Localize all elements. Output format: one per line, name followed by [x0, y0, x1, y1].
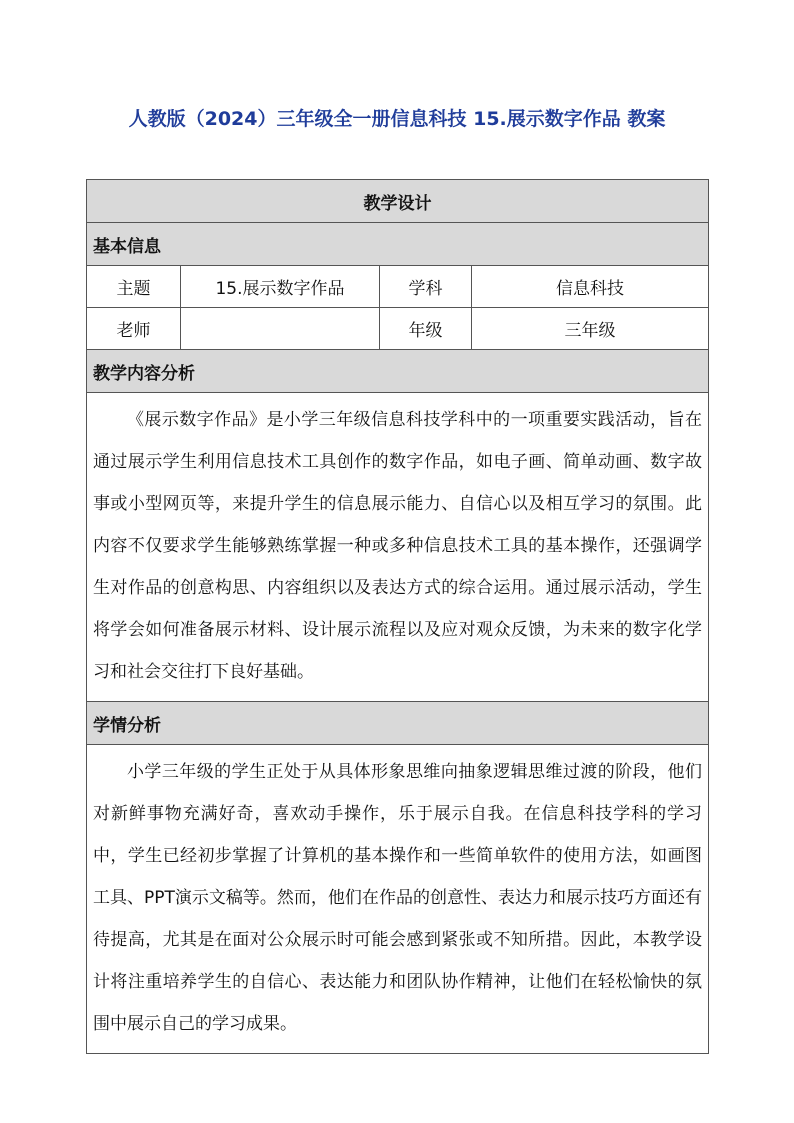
value-subject: 信息科技: [472, 266, 709, 308]
content-analysis-text: 《展示数字作品》是小学三年级信息科技学科中的一项重要实践活动，旨在通过展示学生利用信息技术工具创作的数字作品，如电子画、简单动画、数字故事或小型网页等，来提升学生的信息展示能力、自信心以及相互学习的氛围。此内容不仅要求学生能够熟练掌握一种或多种信息技术工具的基本操作，还强调学生对作品的创意构思、内容组织以及表达方式的综合运用。通过展示活动，学生将学会如何准备展示材料、设计展示流程以及应对观众反馈，为未来的数字化学习和社会交往打下良好基础。: [87, 393, 709, 702]
lesson-plan-table: [86, 179, 709, 1054]
value-grade: 三年级: [472, 308, 709, 350]
section-content-analysis: 教学内容分析: [87, 350, 709, 393]
value-teacher: [181, 308, 380, 350]
table-row: [87, 308, 709, 350]
section-basic-info: 基本信息: [87, 223, 709, 266]
value-topic: 15.展示数字作品: [181, 266, 380, 308]
section-learner-analysis: 学情分析: [87, 702, 709, 745]
label-subject: 学科: [380, 266, 472, 308]
table-header: 教学设计: [87, 180, 709, 223]
label-teacher: 老师: [87, 308, 181, 350]
learner-analysis-text: 小学三年级的学生正处于从具体形象思维向抽象逻辑思维过渡的阶段，他们对新鲜事物充满好奇，喜欢动手操作，乐于展示自我。在信息科技学科的学习中，学生已经初步掌握了计算机的基本操作和一些简单软件的使用方法，如画图工具、PPT演示文稿等。然而，他们在作品的创意性、表达力和展示技巧方面还有待提高，尤其是在面对公众展示时可能会感到紧张或不知所措。因此，本教学设计将注重培养学生的自信心、表达能力和团队协作精神，让他们在轻松愉快的氛围中展示自己的学习成果。: [87, 745, 709, 1054]
label-grade: 年级: [380, 308, 472, 350]
document-title: 人教版（2024）三年级全一册信息科技 15.展示数字作品 教案: [128, 108, 666, 130]
label-topic: 主题: [87, 266, 181, 308]
table-row: [87, 266, 709, 308]
